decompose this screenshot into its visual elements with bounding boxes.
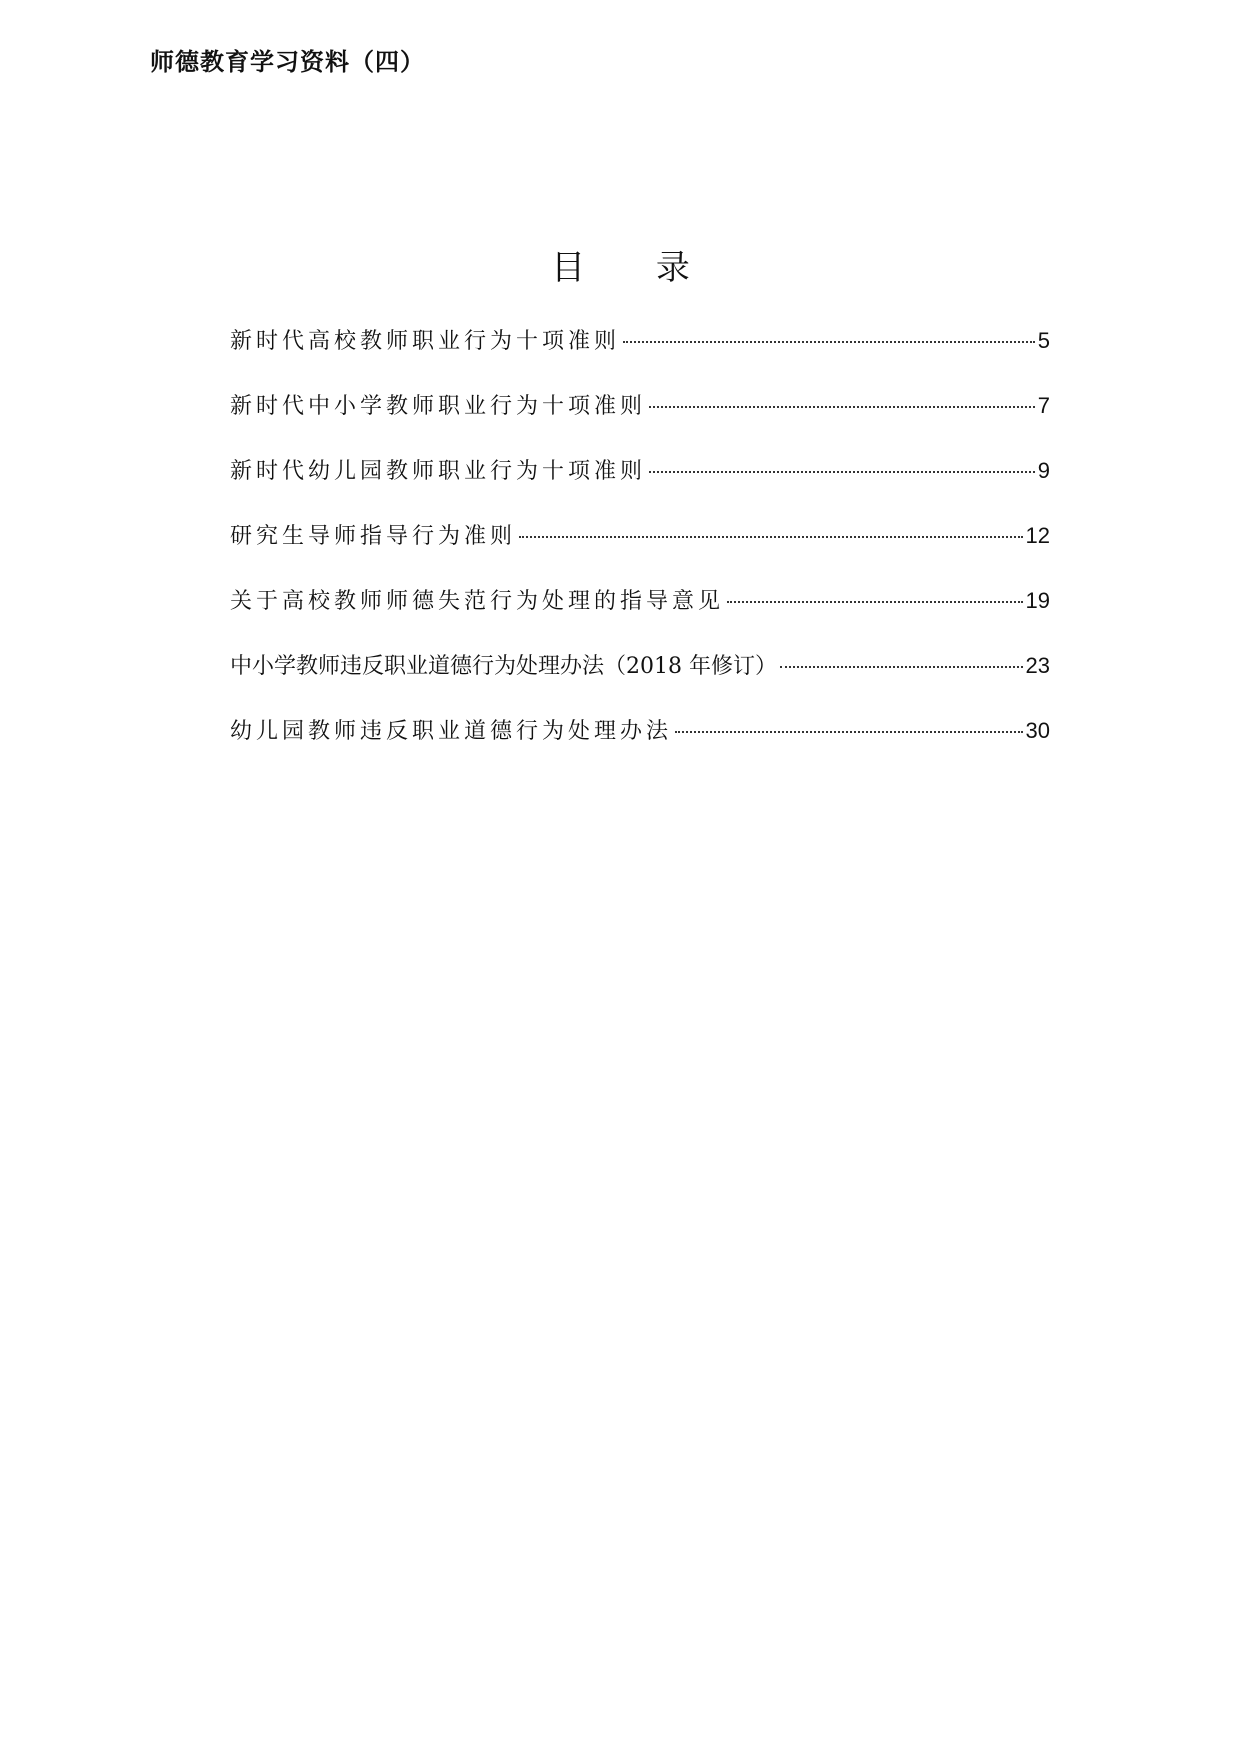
toc-entry-page: 9 — [1037, 458, 1050, 483]
toc-title: 目 录 — [551, 248, 720, 288]
dot-leader — [649, 406, 1035, 408]
toc-entry[interactable] — [230, 649, 1050, 714]
toc-entry-page: 23 — [1025, 653, 1050, 678]
toc-entry[interactable] — [230, 389, 1050, 454]
toc-entry[interactable] — [230, 714, 1050, 779]
toc-entry-title: 中小学教师违反职业道德行为处理办法（2018 年修订） — [230, 654, 777, 679]
toc-entry-title: 新时代中小学教师职业行为十项准则 — [230, 394, 647, 419]
toc-entry-title: 新时代高校教师职业行为十项准则 — [230, 329, 621, 354]
running-header: 师德教育学习资料（四） — [150, 48, 425, 76]
toc-entry-page: 7 — [1037, 393, 1050, 418]
dot-leader — [727, 601, 1023, 603]
dot-leader — [780, 666, 1023, 668]
toc-entry-title: 幼儿园教师违反职业道德行为处理办法 — [230, 719, 673, 744]
table-of-contents — [230, 324, 1050, 779]
toc-entry-page: 5 — [1037, 328, 1050, 353]
toc-entry[interactable] — [230, 584, 1050, 649]
dot-leader — [675, 731, 1023, 733]
toc-entry-page: 12 — [1025, 523, 1050, 548]
dot-leader — [623, 341, 1035, 343]
toc-entry-title: 研究生导师指导行为准则 — [230, 524, 517, 549]
dot-leader — [649, 471, 1035, 473]
toc-entry-title: 关于高校教师师德失范行为处理的指导意见 — [230, 589, 725, 614]
dot-leader — [519, 536, 1023, 538]
toc-entry[interactable] — [230, 454, 1050, 519]
toc-entry-page: 30 — [1025, 718, 1050, 743]
toc-entry-page: 19 — [1025, 588, 1050, 613]
toc-entry-title: 新时代幼儿园教师职业行为十项准则 — [230, 459, 647, 484]
toc-entry[interactable] — [230, 519, 1050, 584]
toc-entry[interactable] — [230, 324, 1050, 389]
